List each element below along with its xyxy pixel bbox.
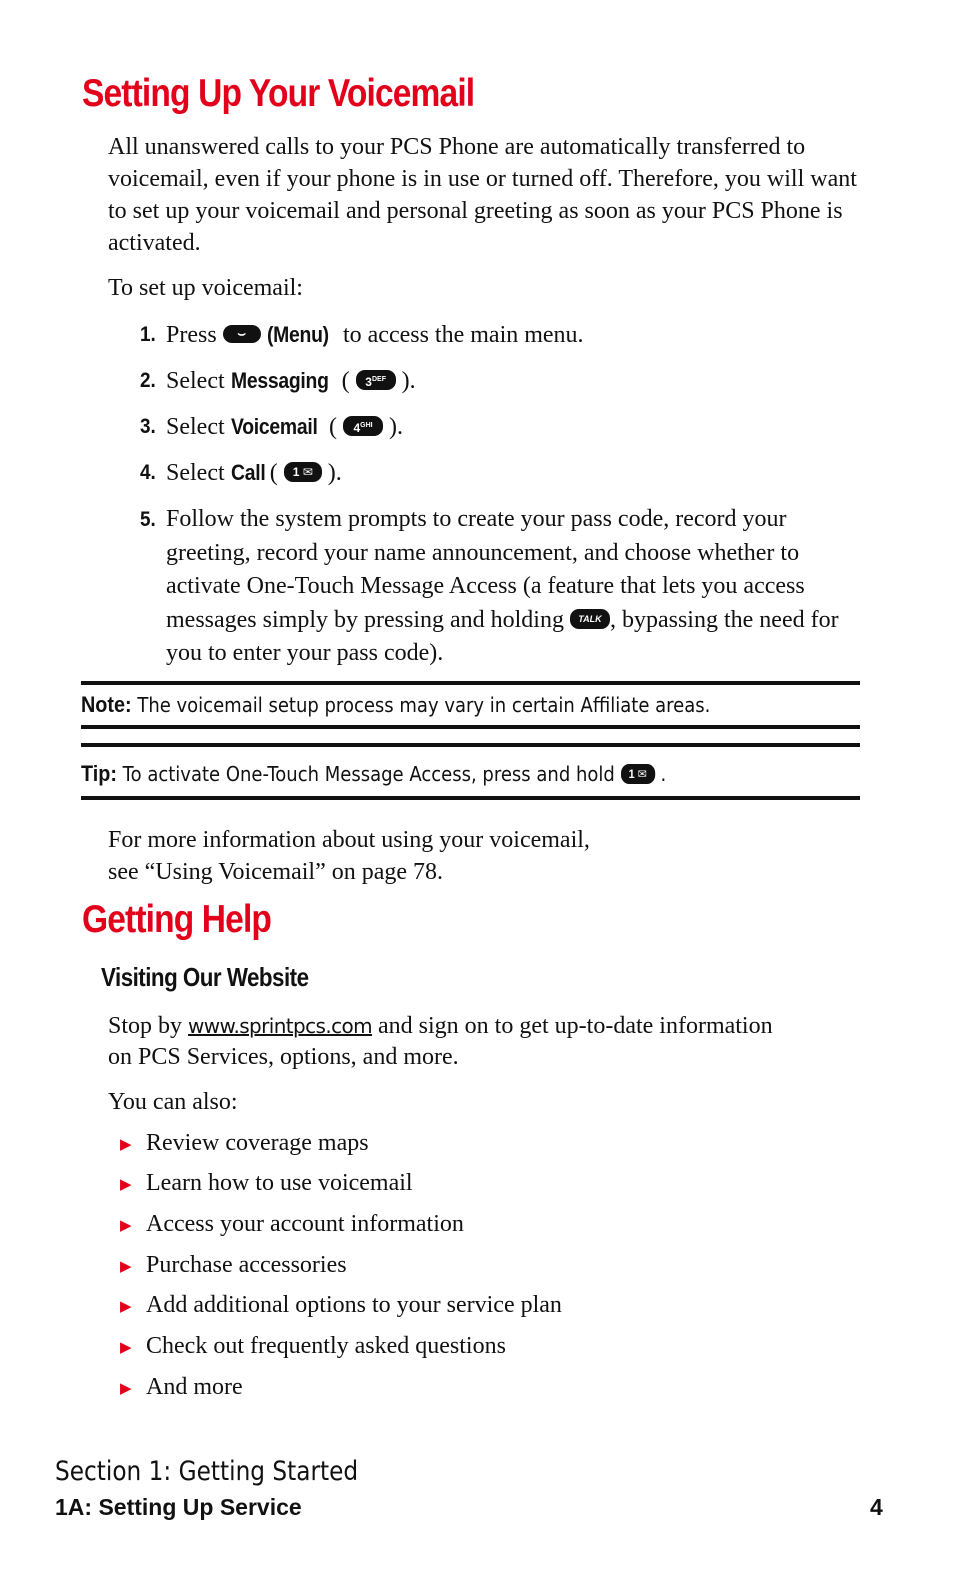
red-triangle-bullet-icon: ▶ <box>120 1299 132 1315</box>
section-title-voicemail: Setting Up Your Voicemail <box>82 72 475 115</box>
setup-lead: To set up voicemail: <box>108 275 303 301</box>
tip-label: Tip: <box>81 761 117 786</box>
step-text: ). <box>389 414 404 440</box>
step-number: 4. <box>140 461 156 484</box>
footer-section: Section 1: Getting Started <box>55 1456 359 1487</box>
call-label: Call <box>230 460 266 485</box>
list-item: ▶ Access your account information <box>120 1209 464 1242</box>
list-item: ▶ Check out frequently asked questions <box>120 1331 506 1364</box>
intro-paragraph: All unanswered calls to your PCS Phone are automatically transferred to voicemail, even if your phone is in use or turned off. Therefore, you will want to set up your voicemail and personal greeting as soon as your PCS Phone is activated. <box>108 134 857 256</box>
talk-key-icon: TALK <box>570 609 610 629</box>
list-item: ▶ Learn how to use voicemail <box>120 1168 413 1201</box>
list-item: ▶ And more <box>120 1372 243 1405</box>
website-line-1: Stop by www.sprintpcs.com and sign on to get up-to-date information <box>108 1013 773 1039</box>
messaging-label: Messaging <box>230 368 329 393</box>
step-text: Select <box>166 368 225 394</box>
subheading-website: Visiting Our Website <box>101 962 309 992</box>
red-triangle-bullet-icon: ▶ <box>120 1218 132 1234</box>
website-line-2: on PCS Services, options, and more. <box>108 1044 459 1070</box>
key-1-voicemail-icon: 1 ✉ <box>284 462 322 482</box>
red-triangle-bullet-icon: ▶ <box>120 1137 132 1153</box>
section-title-help: Getting Help <box>82 898 272 941</box>
step-text: Follow the system prompts to create your pass code, record your greeting, record your name announcement, and choose whether to activate One-Touch Message Access (a feature that lets you access messages simply by pressing and holding <box>166 506 805 633</box>
list-item: ▶ Purchase accessories <box>120 1250 347 1283</box>
step-number: 3. <box>140 415 156 438</box>
more-info-line-1: For more information about using your voicemail, <box>108 827 590 853</box>
key-3-icon: $3^{DEF}$ <box>356 370 396 390</box>
note-label: Note: <box>81 692 132 717</box>
key-1-voicemail-icon: 1 ✉ <box>621 764 655 784</box>
red-triangle-bullet-icon: ▶ <box>120 1381 132 1397</box>
red-triangle-bullet-icon: ▶ <box>120 1259 132 1275</box>
step-text: Press <box>166 322 217 348</box>
step-text: , bypassing the need for you to enter your pass code). <box>166 606 839 666</box>
step-text: ). <box>401 368 416 394</box>
red-triangle-bullet-icon: ▶ <box>120 1177 132 1193</box>
step-text: ). <box>327 460 342 486</box>
menu-label: (Menu) <box>266 322 329 347</box>
step-text: to access the main menu. <box>342 322 584 348</box>
red-triangle-bullet-icon: ▶ <box>120 1340 132 1356</box>
step-text: Select <box>166 460 225 486</box>
page-number: 4 <box>870 1494 883 1520</box>
step-number: 5. <box>140 508 156 531</box>
step-number: 1. <box>140 323 156 346</box>
also-lead: You can also: <box>108 1089 238 1115</box>
more-info-line-2: see “Using Voicemail” on page 78. <box>108 859 444 885</box>
list-item: ▶ Add additional options to your service plan <box>120 1290 562 1323</box>
list-item: ▶ Review coverage maps <box>120 1128 369 1161</box>
tip-end: . <box>660 762 667 786</box>
note-box <box>81 681 860 729</box>
tip-box <box>81 743 860 800</box>
step-number: 2. <box>140 369 156 392</box>
footer-chapter: 1A: Setting Up Service <box>55 1494 302 1520</box>
step-text: Select <box>166 414 225 440</box>
website-link[interactable]: www.sprintpcs.com <box>188 1014 373 1038</box>
menu-softkey-icon: ⌣ <box>223 325 261 343</box>
key-4-icon: $4^{GHI}$ <box>343 416 383 436</box>
note-text: The voicemail setup process may vary in certain Affiliate areas. <box>137 693 711 717</box>
tip-text: To activate One-Touch Message Access, press and hold <box>122 762 615 786</box>
voicemail-label: Voicemail <box>230 414 318 439</box>
manual-page: Setting Up Your Voicemail All unanswered calls to your PCS Phone are automatically transferred to voicemail, even if your phone is in use or turned off. Therefore, you will want to set up your voicemail and personal greeting as soon as your PCS Phone is activated. To set up voicemail: 1. Press ⌣ (Menu) to access the main menu. 2. Select Messaging ( $3^{DEF}$ ). 3. Select Voicemail ( $4^{GHI}$ ). 4. Select Call ( 1 ✉ ). 5. Follow the system prompts to create your pass code, record your greeting, record your name announcement, and choose whether to activate One-Touch Message Access (a feature that lets you access messages simply by pressing and holding TALK , bypassing the need for you to enter your pass code). Note: The voicemail setup process may vary in certain Affiliate areas. Tip: To activate One-Touch Message Access, press and hold 1 ✉ . For more information about using your voicemail, see “Using Voicemail” on page 78. Getting Help Visiting Our Website Stop by www.sprintpcs.com and sign on to get up-to-date information on PCS Services, options, and more. You can also: ▶ Review coverage maps ▶ Learn how to use voicemail ▶ Access your account information ▶ Purchase accessories ▶ Add additional options to your service plan ▶ Check out frequently asked questions ▶ And more Section 1: Getting Started 1A: Setting Up Service 4 <box>55 72 883 1520</box>
